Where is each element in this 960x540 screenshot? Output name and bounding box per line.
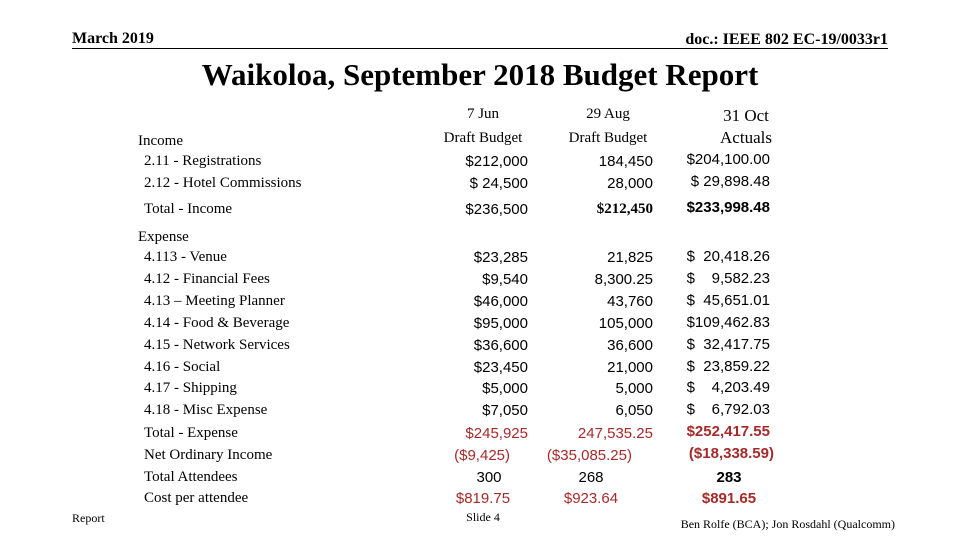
expense-row-value: $ 32,417.75 [686,336,770,353]
expense-total-label: Total - Expense [144,425,238,441]
expense-row-label: 4.113 - Venue [144,249,227,265]
income-row-label: 2.12 - Hotel Commissions [144,175,302,191]
net-income-value: ($18,338.59) [688,445,774,462]
expense-row-value: 21,000 [607,359,653,376]
footer-left: Report [72,511,105,525]
cost-per-value: $819.75 [455,490,511,507]
expense-row-value: $ 6,792.03 [686,401,770,418]
expense-row-label: 4.16 - Social [144,359,221,375]
expense-row-value: 105,000 [598,315,653,332]
net-income-value: ($9,425) [454,447,510,464]
expense-total-value: 247,535.25 [577,425,653,442]
expense-row-value: 36,600 [607,337,653,354]
header-date: March 2019 [72,30,154,47]
expense-row-value: 6,050 [615,402,653,419]
net-income-label: Net Ordinary Income [144,447,273,463]
col-3-label: Actuals [720,128,772,147]
expense-row-value: $ 9,582.23 [686,270,770,287]
col-2-label: Draft Budget [568,130,648,146]
income-heading: Income [138,133,183,149]
cost-per-value: $891.65 [701,490,757,507]
expense-row-value: $7,050 [482,402,528,419]
expense-row-value: $95,000 [473,315,528,332]
attendees-label: Total Attendees [144,469,238,485]
expense-row-value: $ 23,859.22 [686,358,770,375]
income-row-value: $ 29,898.48 [690,173,770,190]
expense-row-label: 4.17 - Shipping [144,380,237,396]
income-row-label: 2.11 - Registrations [144,153,262,169]
expense-row-value: $36,600 [473,337,528,354]
net-income-value: ($35,085.25) [546,447,632,464]
expense-row-label: 4.15 - Network Services [144,337,290,353]
income-row-value: $204,100.00 [686,151,770,168]
expense-row-value: $ 45,651.01 [686,292,770,309]
expense-row-value: $46,000 [473,293,528,310]
cost-per-label: Cost per attendee [144,490,249,506]
expense-row-value: $23,285 [473,249,528,266]
col-2-date: 29 Aug [586,106,630,122]
attendees-value: 268 [578,469,604,486]
expense-row-label: 4.12 - Financial Fees [144,271,270,287]
expense-heading: Expense [138,229,189,245]
expense-row-value: 43,760 [607,293,653,310]
cost-per-value: $923.64 [563,490,619,507]
header-doc-id: doc.: IEEE 802 EC-19/0033r1 [685,31,888,48]
expense-row-value: $ 20,418.26 [686,248,770,265]
expense-row-value: $23,450 [473,359,528,376]
expense-row-label: 4.13 – Meeting Planner [144,293,285,309]
expense-row-value: $109,462.83 [686,314,770,331]
col-1-label: Draft Budget [443,130,523,146]
income-total-value: $212,450 [596,201,653,217]
expense-row-value: 5,000 [615,380,653,397]
page-title: Waikoloa, September 2018 Budget Report [201,57,759,92]
income-total-label: Total - Income [144,201,233,217]
expense-row-label: 4.18 - Misc Expense [144,402,268,418]
income-row-value: 28,000 [607,175,653,192]
col-3-date: 31 Oct [723,106,769,125]
expense-row-value: $5,000 [482,380,528,397]
attendees-value: 300 [476,469,502,486]
expense-row-value: 8,300.25 [594,271,653,288]
income-row-value: $ 24,500 [469,175,528,192]
attendees-value: 283 [716,469,742,486]
expense-total-value: $252,417.55 [686,423,770,440]
income-row-value: $212,000 [465,153,528,170]
expense-row-value: 21,825 [607,249,653,266]
expense-total-value: $245,925 [465,425,528,442]
expense-row-label: 4.14 - Food & Beverage [144,315,290,331]
expense-row-value: $ 4,203.49 [686,379,770,396]
footer-authors: Ben Rolfe (BCA); Jon Rosdahl (Qualcomm) [680,517,895,531]
header-rule [72,48,888,49]
income-total-value: $236,500 [465,201,528,218]
income-row-value: 184,450 [598,153,653,170]
col-1-date: 7 Jun [466,106,500,122]
income-total-value: $233,998.48 [686,199,770,216]
expense-row-value: $9,540 [482,271,528,288]
footer-slide-number: Slide 4 [466,510,500,524]
